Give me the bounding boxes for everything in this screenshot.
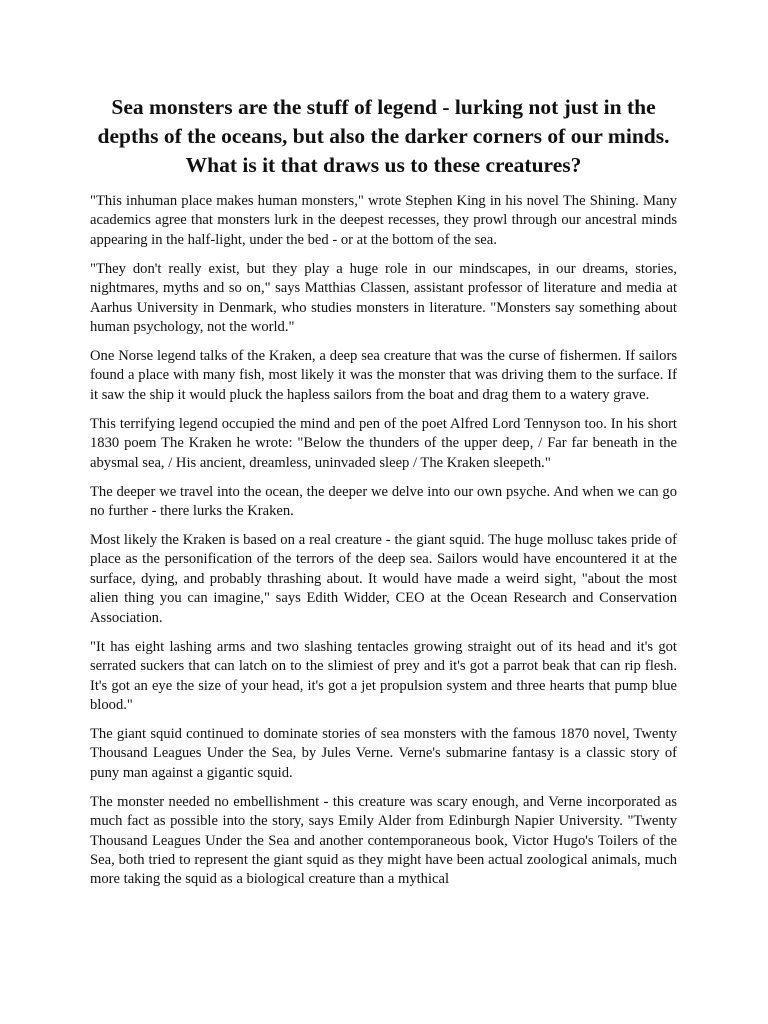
paragraph-3: One Norse legend talks of the Kraken, a deep sea creature that was the curse of fishermen. If sailors found a place with many fish, most likely it was the monster that was driving them to the surface. If it saw the ship it would pluck the hapless sailors from the boat and drag them to a watery grave. <box>90 348 677 403</box>
article-headline: Sea monsters are the stuff of legend - lurking not just in the depths of the oceans, but also the darker corners of our minds. What is it that draws us to these creatures? <box>97 95 670 177</box>
paragraph-9: The monster needed no embellishment - this creature was scary enough, and Verne incorporated as much fact as possible into the story, says Emily Alder from Edinburgh Napier University. "Twenty Thousand Leagues Under the Sea and another contemporaneous book, Victor Hugo's Toilers of the Sea, both tried to represent the giant squid as they might have been actual zoological animals, much more taking the squid as a biological creature than a mythical <box>90 793 677 888</box>
paragraph-2: "They don't really exist, but they play a huge role in our mindscapes, in our dreams, stories, nightmares, myths and so on," says Matthias Classen, assistant professor of literature and media at Aarhus University in Denmark, who studies monsters in literature. "Monsters say something about human psychology, not the world." <box>90 260 677 336</box>
paragraph-5: The deeper we travel into the ocean, the deeper we delve into our own psyche. And when we can go no further - there lurks the Kraken. <box>90 483 677 520</box>
paragraph-8: The giant squid continued to dominate stories of sea monsters with the famous 1870 novel, Twenty Thousand Leagues Under the Sea, by Jules Verne. Verne's submarine fantasy is a classic story of puny man against a gigantic squid. <box>90 725 677 781</box>
article-body <box>90 93 677 899</box>
paragraph-1: "This inhuman place makes human monsters," wrote Stephen King in his novel The Shining. Many academics agree that monsters lurk in the deepest recesses, they prowl through our ancestral minds appearing in the half-light, under the bed - or at the bottom of the sea. <box>90 193 677 248</box>
paragraph-4: This terrifying legend occupied the mind and pen of the poet Alfred Lord Tennyson too. In his short 1830 poem The Kraken he wrote: "Below the thunders of the upper deep, / Far far beneath in the abysmal sea, / His ancient, dreamless, uninvaded sleep / The Kraken sleepeth." <box>90 415 677 471</box>
paragraph-7: "It has eight lashing arms and two slashing tentacles growing straight out of its head and it's got serrated suckers that can latch on to the slimiest of prey and it's got a parrot beak that can rip flesh. It's got an eye the size of your head, it's got a jet propulsion system and three hearts that pump blue blood." <box>90 638 677 713</box>
paragraph-6: Most likely the Kraken is based on a real creature - the giant squid. The huge mollusc takes pride of place as the personification of the terrors of the deep sea. Sailors would have encountered it at the surface, dying, and probably thrashing about. It would have made a weird sight, "about the most alien thing you can imagine," says Edith Widder, CEO at the Ocean Research and Conservation Association. <box>90 532 677 626</box>
